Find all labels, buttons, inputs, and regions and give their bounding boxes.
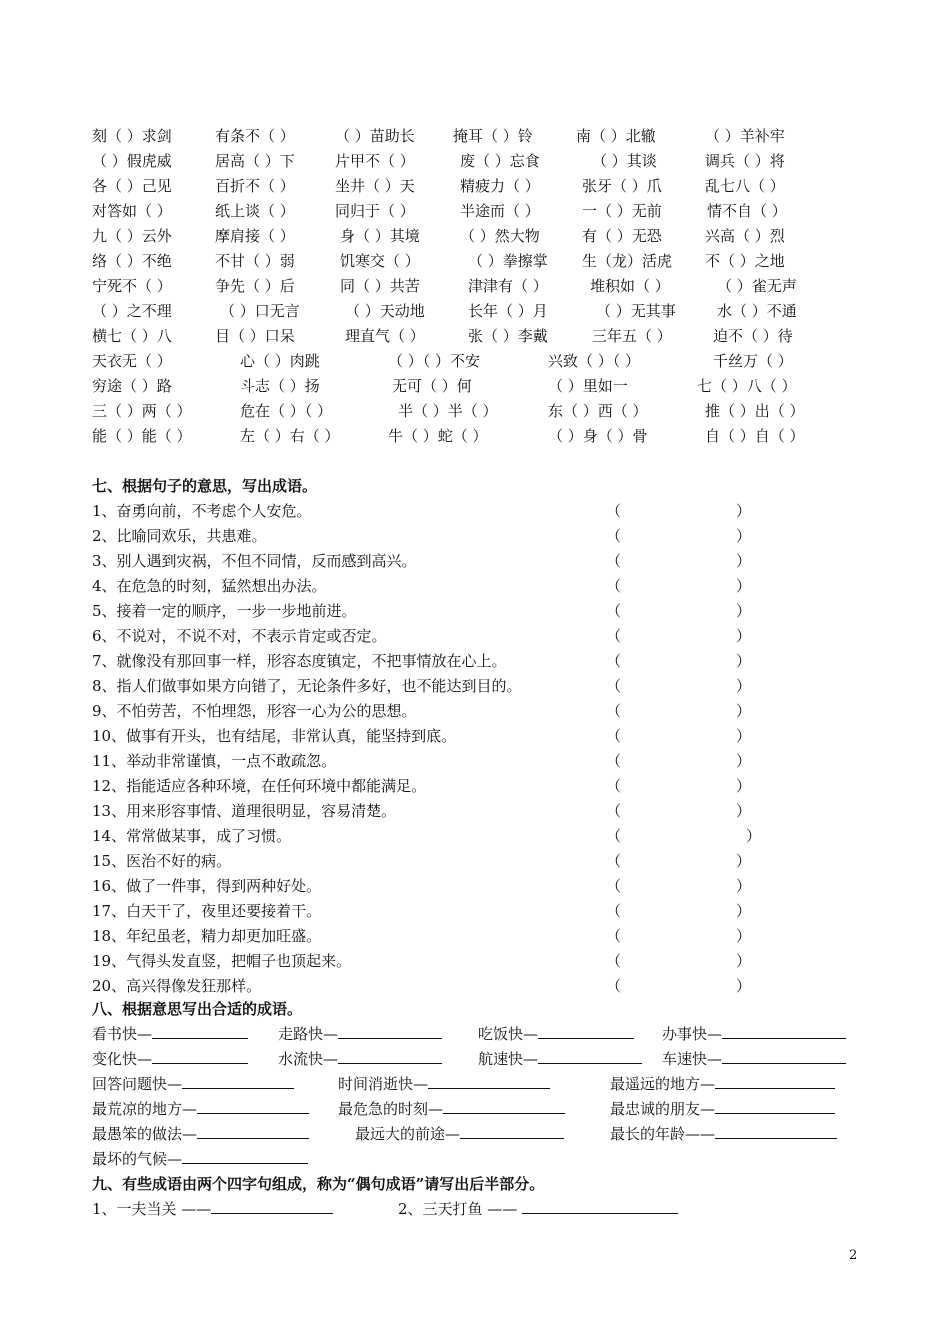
grid-cell: 同（ ）共苦 bbox=[340, 277, 420, 295]
prompt-label: 吃饭快— bbox=[478, 1025, 539, 1043]
answer-bracket-open: （ bbox=[606, 852, 622, 870]
answer-blank[interactable] bbox=[338, 1049, 442, 1064]
grid-cell: 废（ ）忘食 bbox=[460, 152, 540, 170]
answer-blank[interactable] bbox=[443, 1099, 565, 1114]
grid-cell: 自（ ）自（ ） bbox=[705, 427, 805, 445]
prompt-label: 最荒凉的地方— bbox=[92, 1100, 198, 1118]
question-text: 4、在危急的时刻，猛然想出办法。 bbox=[92, 577, 327, 595]
question-text: 3、别人遇到灾祸，不但不同情，反而感到高兴。 bbox=[92, 552, 417, 570]
answer-line bbox=[610, 1124, 837, 1144]
grid-cell: 推（ ）出（ ） bbox=[705, 402, 805, 420]
grid-cell: 危在（ ）（ ） bbox=[240, 402, 333, 420]
grid-cell: 迫不（ ）待 bbox=[713, 327, 793, 345]
grid-cell: （ ）口无言 bbox=[220, 302, 300, 320]
answer-bracket-close: ） bbox=[736, 777, 752, 795]
question-text: 5、接着一定的顺序，一步一步地前进。 bbox=[92, 602, 357, 620]
answer-line bbox=[338, 1099, 565, 1119]
answer-line bbox=[92, 1024, 248, 1044]
answer-bracket-open: （ bbox=[606, 677, 622, 695]
grid-cell: 穷途（ ）路 bbox=[92, 377, 172, 395]
grid-cell: 居高（ ）下 bbox=[215, 152, 295, 170]
question-text: 19、气得头发直竖，把帽子也顶起来。 bbox=[92, 952, 352, 970]
answer-bracket-open: （ bbox=[606, 652, 622, 670]
grid-cell: 左（ ）右（ ） bbox=[240, 427, 340, 445]
question-text: 8、指人们做事如果方向错了，无论条件多好，也不能达到目的。 bbox=[92, 677, 522, 695]
answer-bracket-close: ） bbox=[736, 802, 752, 820]
grid-cell: 半（ ）半（ ） bbox=[398, 402, 498, 420]
answer-bracket-close: ） bbox=[736, 977, 752, 995]
grid-cell: （ ）天动地 bbox=[345, 302, 425, 320]
grid-cell: 情不自（ ） bbox=[707, 202, 787, 220]
grid-cell: 饥寒交（ ） bbox=[340, 252, 420, 270]
prompt-label: 最危急的时刻— bbox=[338, 1100, 444, 1118]
prompt-label: 最愚笨的做法— bbox=[92, 1125, 198, 1143]
grid-cell: 长年（ ）月 bbox=[468, 302, 548, 320]
answer-blank[interactable] bbox=[715, 1099, 835, 1114]
grid-cell: 九（ ）云外 bbox=[92, 227, 172, 245]
answer-bracket-close: ） bbox=[736, 577, 752, 595]
answer-blank[interactable] bbox=[460, 1124, 564, 1139]
question-text: 16、做了一件事，得到两种好处。 bbox=[92, 877, 322, 895]
answer-bracket-open: （ bbox=[606, 552, 622, 570]
grid-cell: （ ）然大物 bbox=[460, 227, 540, 245]
answer-line bbox=[662, 1024, 846, 1044]
grid-cell: （ ）羊补牢 bbox=[705, 127, 785, 145]
answer-blank[interactable] bbox=[338, 1024, 442, 1039]
answer-bracket-open: （ bbox=[606, 727, 622, 745]
grid-cell: 有（ ）无恐 bbox=[582, 227, 662, 245]
grid-cell: 目（ ）口呆 bbox=[215, 327, 295, 345]
grid-cell: （ ）（ ）不安 bbox=[388, 352, 481, 370]
answer-blank[interactable] bbox=[152, 1024, 248, 1039]
grid-cell: 百折不（ ） bbox=[215, 177, 295, 195]
prompt-label: 水流快— bbox=[278, 1050, 339, 1068]
answer-line bbox=[355, 1124, 564, 1144]
answer-bracket-open: （ bbox=[606, 777, 622, 795]
grid-cell: 牛（ ）蛇（ ） bbox=[388, 427, 488, 445]
answer-blank[interactable] bbox=[722, 1049, 846, 1064]
answer-bracket-close: ） bbox=[736, 902, 752, 920]
prompt-label: 最坏的气候— bbox=[92, 1150, 183, 1168]
grid-cell: 半途而（ ） bbox=[460, 202, 540, 220]
question-text: 1、奋勇向前，不考虑个人安危。 bbox=[92, 502, 312, 520]
grid-cell: 生（龙）活虎 bbox=[582, 252, 673, 270]
question-text: 20、高兴得像发狂那样。 bbox=[92, 977, 262, 995]
question-text: 14、常常做某事，成了习惯。 bbox=[92, 827, 292, 845]
question-text: 18、年纪虽老，精力却更加旺盛。 bbox=[92, 927, 322, 945]
section-7-title: 七、根据句子的意思，写出成语。 bbox=[92, 477, 318, 495]
answer-line bbox=[92, 1149, 308, 1169]
prompt-label: 回答问题快— bbox=[92, 1075, 183, 1093]
grid-cell: 乱七八（ ） bbox=[705, 177, 785, 195]
grid-cell: 各（ ）己见 bbox=[92, 177, 172, 195]
grid-cell: 不甘（ ）弱 bbox=[215, 252, 295, 270]
grid-cell: 心（ ）肉跳 bbox=[240, 352, 320, 370]
answer-blank[interactable] bbox=[538, 1024, 634, 1039]
answer-bracket-open: （ bbox=[606, 902, 622, 920]
answer-line bbox=[398, 1199, 678, 1219]
answer-bracket-close: ） bbox=[746, 827, 762, 845]
answer-bracket-close: ） bbox=[736, 727, 752, 745]
grid-cell: 坐井（ ）天 bbox=[335, 177, 415, 195]
grid-cell: （ ）假虎威 bbox=[92, 152, 172, 170]
answer-blank[interactable] bbox=[428, 1074, 550, 1089]
question-text: 13、用来形容事情、道理很明显，容易清楚。 bbox=[92, 802, 397, 820]
question-text: 6、不说对，不说不对，不表示肯定或否定。 bbox=[92, 627, 387, 645]
answer-line bbox=[92, 1199, 333, 1219]
grid-cell: 对答如（ ） bbox=[92, 202, 172, 220]
grid-cell: 一（ ）无前 bbox=[582, 202, 662, 220]
grid-cell: 刻（ ）求剑 bbox=[92, 127, 172, 145]
question-text: 7、就像没有那回事一样，形容态度镇定，不把事情放在心上。 bbox=[92, 652, 507, 670]
prompt-label: 2、三天打鱼 —— bbox=[398, 1200, 518, 1218]
grid-cell: 千丝万（ ） bbox=[713, 352, 793, 370]
answer-bracket-open: （ bbox=[606, 977, 622, 995]
grid-cell: 片甲不（ ） bbox=[335, 152, 415, 170]
grid-cell: （ ）之不理 bbox=[92, 302, 172, 320]
grid-cell: （ ）拳擦掌 bbox=[468, 252, 548, 270]
answer-bracket-close: ） bbox=[736, 752, 752, 770]
grid-cell: 掩耳（ ）铃 bbox=[453, 127, 533, 145]
grid-cell: 能（ ）能（ ） bbox=[92, 427, 192, 445]
grid-cell: 天衣无（ ） bbox=[92, 352, 172, 370]
answer-bracket-open: （ bbox=[606, 527, 622, 545]
prompt-label: 最遥远的地方— bbox=[610, 1075, 716, 1093]
grid-cell: 无可（ ）何 bbox=[392, 377, 472, 395]
grid-cell: 兴高（ ）烈 bbox=[705, 227, 785, 245]
grid-cell: 东（ ）西（ ） bbox=[548, 402, 648, 420]
answer-line bbox=[278, 1024, 442, 1044]
answer-line bbox=[662, 1049, 846, 1069]
answer-bracket-close: ） bbox=[736, 677, 752, 695]
answer-bracket-open: （ bbox=[606, 602, 622, 620]
grid-cell: 争先（ ）后 bbox=[215, 277, 295, 295]
prompt-label: 1、一夫当关 —— bbox=[92, 1200, 212, 1218]
prompt-label: 走路快— bbox=[278, 1025, 339, 1043]
answer-bracket-close: ） bbox=[736, 927, 752, 945]
answer-blank[interactable] bbox=[211, 1199, 333, 1214]
answer-bracket-close: ） bbox=[736, 627, 752, 645]
question-text: 10、做事有开头，也有结尾，非常认真，能坚持到底。 bbox=[92, 727, 457, 745]
answer-bracket-close: ） bbox=[736, 527, 752, 545]
answer-bracket-close: ） bbox=[736, 877, 752, 895]
answer-line bbox=[338, 1074, 550, 1094]
answer-bracket-close: ） bbox=[736, 702, 752, 720]
grid-cell: 摩肩接（ ） bbox=[215, 227, 295, 245]
prompt-label: 变化快— bbox=[92, 1050, 153, 1068]
grid-cell: 水（ ）不通 bbox=[717, 302, 797, 320]
grid-cell: 横七（ ）八 bbox=[92, 327, 172, 345]
answer-bracket-open: （ bbox=[606, 702, 622, 720]
answer-line bbox=[92, 1074, 294, 1094]
grid-cell: 南（ ）北辙 bbox=[576, 127, 656, 145]
section-8-title: 八、根据意思写出合适的成语。 bbox=[92, 1000, 303, 1018]
grid-cell: （ ）无其事 bbox=[596, 302, 676, 320]
answer-blank[interactable] bbox=[522, 1199, 678, 1214]
section-9-title: 九、有些成语由两个四字句组成，称为“偶句成语”请写出后半部分。 bbox=[92, 1175, 545, 1193]
answer-line bbox=[92, 1099, 309, 1119]
page-number: 2 bbox=[849, 1248, 858, 1263]
grid-cell: 堆积如（ ） bbox=[590, 277, 670, 295]
answer-blank[interactable] bbox=[715, 1074, 835, 1089]
answer-bracket-close: ） bbox=[736, 552, 752, 570]
prompt-label: 最远大的前途— bbox=[355, 1125, 461, 1143]
answer-bracket-open: （ bbox=[606, 577, 622, 595]
answer-bracket-open: （ bbox=[606, 802, 622, 820]
answer-bracket-open: （ bbox=[606, 502, 622, 520]
answer-line bbox=[478, 1049, 642, 1069]
question-text: 9、不怕劳苦，不怕埋怨，形容一心为公的思想。 bbox=[92, 702, 417, 720]
prompt-label: 航速快— bbox=[478, 1050, 539, 1068]
grid-cell: 理直气（ ） bbox=[345, 327, 425, 345]
grid-cell: 津津有（ ） bbox=[468, 277, 548, 295]
answer-blank[interactable] bbox=[722, 1024, 846, 1039]
prompt-label: 看书快— bbox=[92, 1025, 153, 1043]
answer-blank[interactable] bbox=[715, 1124, 837, 1139]
answer-bracket-open: （ bbox=[606, 827, 622, 845]
answer-bracket-close: ） bbox=[736, 502, 752, 520]
grid-cell: 兴致（ ）（ ） bbox=[548, 352, 641, 370]
grid-cell: 精疲力（ ） bbox=[460, 177, 540, 195]
prompt-label: 办事快— bbox=[662, 1025, 723, 1043]
answer-line bbox=[278, 1049, 442, 1069]
prompt-label: 最忠诚的朋友— bbox=[610, 1100, 716, 1118]
question-text: 12、指能适应各种环境，在任何环境中都能满足。 bbox=[92, 777, 427, 795]
question-text: 11、举动非常谨慎，一点不敢疏忽。 bbox=[92, 752, 337, 770]
answer-blank[interactable] bbox=[182, 1074, 294, 1089]
answer-line bbox=[92, 1124, 309, 1144]
grid-cell: 不（ ）之地 bbox=[705, 252, 785, 270]
answer-blank[interactable] bbox=[152, 1049, 248, 1064]
answer-bracket-open: （ bbox=[606, 877, 622, 895]
grid-cell: 七（ ）八（ ） bbox=[697, 377, 797, 395]
prompt-label: 最长的年龄—— bbox=[610, 1125, 716, 1143]
grid-cell: 斗志（ ）扬 bbox=[240, 377, 320, 395]
grid-cell: （ ）里如一 bbox=[548, 377, 628, 395]
grid-cell: 有条不（ ） bbox=[215, 127, 295, 145]
grid-cell: （ ）苗助长 bbox=[335, 127, 415, 145]
grid-cell: 宁死不（ ） bbox=[92, 277, 172, 295]
grid-cell: 身（ ）其境 bbox=[340, 227, 420, 245]
answer-bracket-close: ） bbox=[736, 652, 752, 670]
grid-cell: 张牙（ ）爪 bbox=[582, 177, 662, 195]
grid-cell: （ ）其谈 bbox=[592, 152, 657, 170]
grid-cell: （ ）身（ ）骨 bbox=[548, 427, 648, 445]
prompt-label: 时间消逝快— bbox=[338, 1075, 429, 1093]
question-text: 17、白天干了，夜里还要接着干。 bbox=[92, 902, 322, 920]
answer-line bbox=[610, 1099, 835, 1119]
prompt-label: 车速快— bbox=[662, 1050, 723, 1068]
grid-cell: 三（ ）两（ ） bbox=[92, 402, 192, 420]
answer-bracket-open: （ bbox=[606, 752, 622, 770]
grid-cell: 张（ ）李戴 bbox=[468, 327, 548, 345]
answer-bracket-close: ） bbox=[736, 602, 752, 620]
question-text: 2、比喻同欢乐，共患难。 bbox=[92, 527, 267, 545]
answer-line bbox=[92, 1049, 248, 1069]
answer-bracket-open: （ bbox=[606, 952, 622, 970]
question-text: 15、医治不好的病。 bbox=[92, 852, 232, 870]
answer-blank[interactable] bbox=[182, 1149, 308, 1164]
grid-cell: 三年五（ ） bbox=[592, 327, 672, 345]
answer-bracket-open: （ bbox=[606, 927, 622, 945]
answer-blank[interactable] bbox=[538, 1049, 642, 1064]
answer-bracket-close: ） bbox=[736, 852, 752, 870]
grid-cell: 络（ ）不绝 bbox=[92, 252, 172, 270]
grid-cell: （ ）雀无声 bbox=[717, 277, 797, 295]
answer-bracket-close: ） bbox=[736, 952, 752, 970]
grid-cell: 调兵（ ）将 bbox=[705, 152, 785, 170]
answer-bracket-open: （ bbox=[606, 627, 622, 645]
answer-blank[interactable] bbox=[197, 1124, 309, 1139]
answer-line bbox=[478, 1024, 634, 1044]
answer-blank[interactable] bbox=[197, 1099, 309, 1114]
answer-line bbox=[610, 1074, 835, 1094]
grid-cell: 同归于（ ） bbox=[335, 202, 415, 220]
grid-cell: 纸上谈（ ） bbox=[215, 202, 295, 220]
